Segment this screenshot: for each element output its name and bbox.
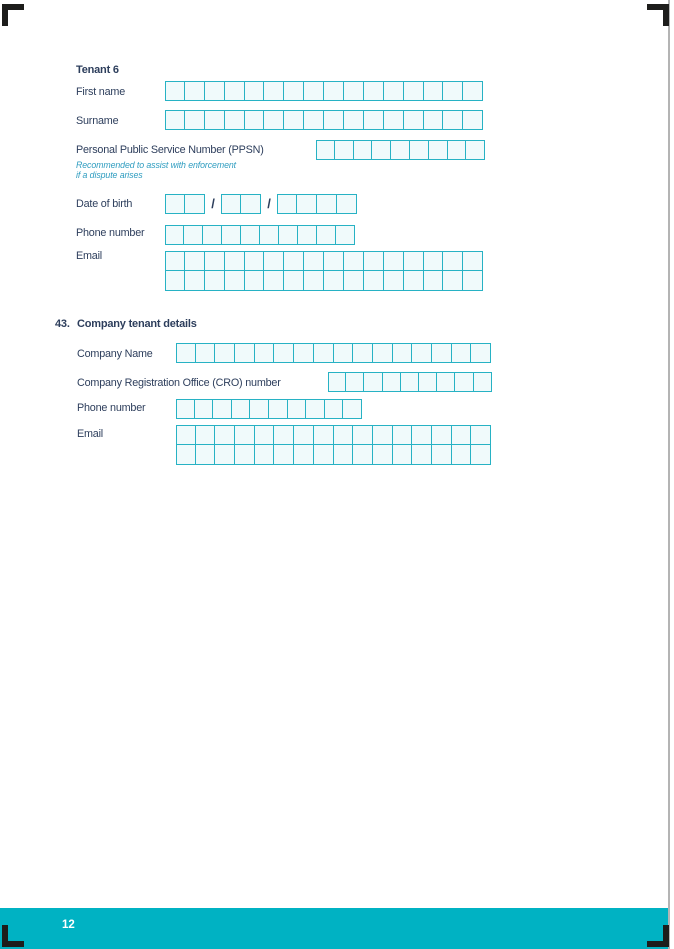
char-box[interactable] <box>334 445 354 465</box>
company_email-input-boxes[interactable] <box>176 425 491 465</box>
surname-label: Surname <box>76 115 119 127</box>
char-box[interactable] <box>215 425 235 445</box>
char-box[interactable] <box>364 110 384 130</box>
char-box[interactable] <box>176 399 195 419</box>
crop-mark-bottom-right <box>647 925 669 947</box>
char-box[interactable] <box>225 251 245 271</box>
char-box[interactable] <box>165 225 184 245</box>
char-box[interactable] <box>443 251 463 271</box>
company-section-heading: Company tenant details <box>77 318 197 330</box>
char-box[interactable] <box>344 271 364 291</box>
char-box[interactable] <box>269 399 288 419</box>
char-box[interactable] <box>264 110 284 130</box>
email-input-boxes[interactable] <box>165 251 483 291</box>
char-box[interactable] <box>250 399 269 419</box>
char-box[interactable] <box>393 425 413 445</box>
char-box[interactable] <box>264 81 284 101</box>
date-separator: / <box>211 196 215 211</box>
ppsn-box-group <box>316 140 485 160</box>
char-box[interactable] <box>274 425 294 445</box>
char-box[interactable] <box>391 140 410 160</box>
char-box[interactable] <box>165 194 185 214</box>
page-right-edge <box>668 0 670 949</box>
char-box[interactable] <box>344 110 364 130</box>
char-box[interactable] <box>196 445 216 465</box>
char-box[interactable] <box>335 140 354 160</box>
char-box[interactable] <box>306 399 325 419</box>
char-box[interactable] <box>393 343 413 363</box>
company_phone-box-group <box>176 399 362 419</box>
ppsn-input-boxes[interactable] <box>316 140 485 160</box>
char-box[interactable] <box>336 225 355 245</box>
char-box[interactable] <box>463 110 483 130</box>
char-box[interactable] <box>437 372 455 392</box>
char-box[interactable] <box>260 225 279 245</box>
crop-mark-bottom-left <box>2 925 24 947</box>
char-box[interactable] <box>364 372 382 392</box>
char-box[interactable] <box>384 251 404 271</box>
char-box[interactable] <box>304 110 324 130</box>
char-box[interactable] <box>455 372 473 392</box>
char-box[interactable] <box>215 343 235 363</box>
char-box[interactable] <box>196 343 216 363</box>
char-box[interactable] <box>443 110 463 130</box>
char-box[interactable] <box>424 110 444 130</box>
char-box[interactable] <box>255 425 275 445</box>
char-box[interactable] <box>443 81 463 101</box>
char-box[interactable] <box>410 140 429 160</box>
surname-box-group <box>165 110 483 130</box>
email-label: Email <box>76 250 102 262</box>
char-box[interactable] <box>419 372 437 392</box>
char-box[interactable] <box>404 81 424 101</box>
char-box[interactable] <box>215 445 235 465</box>
page-number: 12 <box>62 919 75 931</box>
ppsn-note-line-2: if a dispute arises <box>76 170 143 180</box>
char-box[interactable] <box>185 271 205 291</box>
char-box[interactable] <box>284 110 304 130</box>
date-separator: / <box>267 196 271 211</box>
char-box[interactable] <box>346 372 364 392</box>
char-box[interactable] <box>401 372 419 392</box>
char-box[interactable] <box>205 110 225 130</box>
char-box[interactable] <box>235 445 255 465</box>
company_email-box-group <box>176 445 491 465</box>
char-box[interactable] <box>452 445 472 465</box>
email-box-group <box>165 271 483 291</box>
char-box[interactable] <box>353 445 373 465</box>
char-box[interactable] <box>314 425 334 445</box>
char-box[interactable] <box>205 251 225 271</box>
char-box[interactable] <box>424 251 444 271</box>
char-box[interactable] <box>205 81 225 101</box>
char-box[interactable] <box>324 81 344 101</box>
char-box[interactable] <box>298 225 317 245</box>
char-box[interactable] <box>165 81 185 101</box>
first_name-label: First name <box>76 86 125 98</box>
char-box[interactable] <box>317 194 337 214</box>
char-box[interactable] <box>424 81 444 101</box>
char-box[interactable] <box>185 110 205 130</box>
char-box[interactable] <box>384 81 404 101</box>
char-box[interactable] <box>176 425 196 445</box>
char-box[interactable] <box>297 194 317 214</box>
dob-label: Date of birth <box>76 198 133 210</box>
char-box[interactable] <box>274 445 294 465</box>
char-box[interactable] <box>314 343 334 363</box>
char-box[interactable] <box>324 251 344 271</box>
footer-bar <box>0 908 668 949</box>
char-box[interactable] <box>176 343 196 363</box>
char-box[interactable] <box>245 81 265 101</box>
char-box[interactable] <box>274 343 294 363</box>
char-box[interactable] <box>284 251 304 271</box>
char-box[interactable] <box>165 271 185 291</box>
char-box[interactable] <box>203 225 222 245</box>
char-box[interactable] <box>344 81 364 101</box>
dob-box-group <box>277 194 357 214</box>
dob-box-group <box>221 194 261 214</box>
char-box[interactable] <box>448 140 467 160</box>
first_name-box-group <box>165 81 483 101</box>
char-box[interactable] <box>353 425 373 445</box>
char-box[interactable] <box>304 81 324 101</box>
char-box[interactable] <box>424 271 444 291</box>
char-box[interactable] <box>372 140 391 160</box>
char-box[interactable] <box>412 343 432 363</box>
char-box[interactable] <box>344 251 364 271</box>
char-box[interactable] <box>205 271 225 291</box>
char-box[interactable] <box>304 251 324 271</box>
char-box[interactable] <box>471 425 491 445</box>
char-box[interactable] <box>471 445 491 465</box>
char-box[interactable] <box>165 110 185 130</box>
char-box[interactable] <box>288 399 307 419</box>
char-box[interactable] <box>429 140 448 160</box>
char-box[interactable] <box>383 372 401 392</box>
char-box[interactable] <box>225 271 245 291</box>
char-box[interactable] <box>316 140 335 160</box>
char-box[interactable] <box>364 251 384 271</box>
phone-label: Phone number <box>76 227 145 239</box>
char-box[interactable] <box>314 445 334 465</box>
char-box[interactable] <box>235 425 255 445</box>
char-box[interactable] <box>404 251 424 271</box>
char-box[interactable] <box>324 110 344 130</box>
char-box[interactable] <box>364 271 384 291</box>
char-box[interactable] <box>196 425 216 445</box>
char-box[interactable] <box>432 343 452 363</box>
char-box[interactable] <box>222 225 241 245</box>
char-box[interactable] <box>354 140 373 160</box>
char-box[interactable] <box>221 194 241 214</box>
char-box[interactable] <box>337 194 357 214</box>
char-box[interactable] <box>412 425 432 445</box>
char-box[interactable] <box>235 343 255 363</box>
char-box[interactable] <box>463 81 483 101</box>
char-box[interactable] <box>334 343 354 363</box>
char-box[interactable] <box>241 225 260 245</box>
company_name-label: Company Name <box>77 348 153 360</box>
tenant-section-heading: Tenant 6 <box>76 64 119 76</box>
char-box[interactable] <box>452 343 472 363</box>
crop-mark-top-left <box>2 4 24 26</box>
char-box[interactable] <box>328 372 346 392</box>
char-box[interactable] <box>384 271 404 291</box>
char-box[interactable] <box>452 425 472 445</box>
char-box[interactable] <box>317 225 336 245</box>
char-box[interactable] <box>294 425 314 445</box>
char-box[interactable] <box>443 271 463 291</box>
char-box[interactable] <box>185 251 205 271</box>
company_name-box-group <box>176 343 491 363</box>
char-box[interactable] <box>373 343 393 363</box>
char-box[interactable] <box>412 445 432 465</box>
char-box[interactable] <box>184 225 203 245</box>
char-box[interactable] <box>225 110 245 130</box>
char-box[interactable] <box>471 343 491 363</box>
char-box[interactable] <box>255 445 275 465</box>
surname-input-boxes[interactable] <box>165 110 483 130</box>
char-box[interactable] <box>232 399 251 419</box>
char-box[interactable] <box>284 271 304 291</box>
char-box[interactable] <box>294 445 314 465</box>
char-box[interactable] <box>432 425 452 445</box>
phone-input-boxes[interactable] <box>165 225 355 245</box>
char-box[interactable] <box>404 110 424 130</box>
char-box[interactable] <box>364 81 384 101</box>
char-box[interactable] <box>195 399 214 419</box>
char-box[interactable] <box>325 399 344 419</box>
first_name-input-boxes[interactable] <box>165 81 483 101</box>
char-box[interactable] <box>213 399 232 419</box>
char-box[interactable] <box>284 81 304 101</box>
char-box[interactable] <box>393 445 413 465</box>
char-box[interactable] <box>176 445 196 465</box>
char-box[interactable] <box>165 251 185 271</box>
email-box-group <box>165 251 483 271</box>
company_email-label: Email <box>77 428 103 440</box>
char-box[interactable] <box>466 140 485 160</box>
question-number: 43. <box>55 318 70 330</box>
char-box[interactable] <box>245 110 265 130</box>
char-box[interactable] <box>373 425 393 445</box>
char-box[interactable] <box>474 372 492 392</box>
char-box[interactable] <box>264 251 284 271</box>
char-box[interactable] <box>264 271 284 291</box>
char-box[interactable] <box>277 194 297 214</box>
char-box[interactable] <box>324 271 344 291</box>
dob-box-group <box>165 194 205 214</box>
cro_number-box-group <box>328 372 492 392</box>
company_name-input-boxes[interactable] <box>176 343 491 363</box>
char-box[interactable] <box>255 343 275 363</box>
ppsn-label: Personal Public Service Number (PPSN) <box>76 144 264 156</box>
company_phone-input-boxes[interactable] <box>176 399 362 419</box>
dob-input-boxes[interactable] <box>165 194 357 214</box>
char-box[interactable] <box>463 251 483 271</box>
char-box[interactable] <box>404 271 424 291</box>
char-box[interactable] <box>279 225 298 245</box>
char-box[interactable] <box>304 271 324 291</box>
char-box[interactable] <box>384 110 404 130</box>
char-box[interactable] <box>343 399 362 419</box>
char-box[interactable] <box>373 445 393 465</box>
crop-mark-top-right <box>647 4 669 26</box>
cro_number-input-boxes[interactable] <box>328 372 492 392</box>
char-box[interactable] <box>334 425 354 445</box>
cro_number-label: Company Registration Office (CRO) number <box>77 377 281 389</box>
company_phone-label: Phone number <box>77 402 146 414</box>
phone-box-group <box>165 225 355 245</box>
char-box[interactable] <box>463 271 483 291</box>
char-box[interactable] <box>241 194 261 214</box>
char-box[interactable] <box>294 343 314 363</box>
company_email-box-group <box>176 425 491 445</box>
char-box[interactable] <box>225 81 245 101</box>
char-box[interactable] <box>245 251 265 271</box>
char-box[interactable] <box>185 81 205 101</box>
ppsn-note-line-1: Recommended to assist with enforcement <box>76 160 236 170</box>
char-box[interactable] <box>245 271 265 291</box>
char-box[interactable] <box>353 343 373 363</box>
char-box[interactable] <box>185 194 205 214</box>
char-box[interactable] <box>432 445 452 465</box>
